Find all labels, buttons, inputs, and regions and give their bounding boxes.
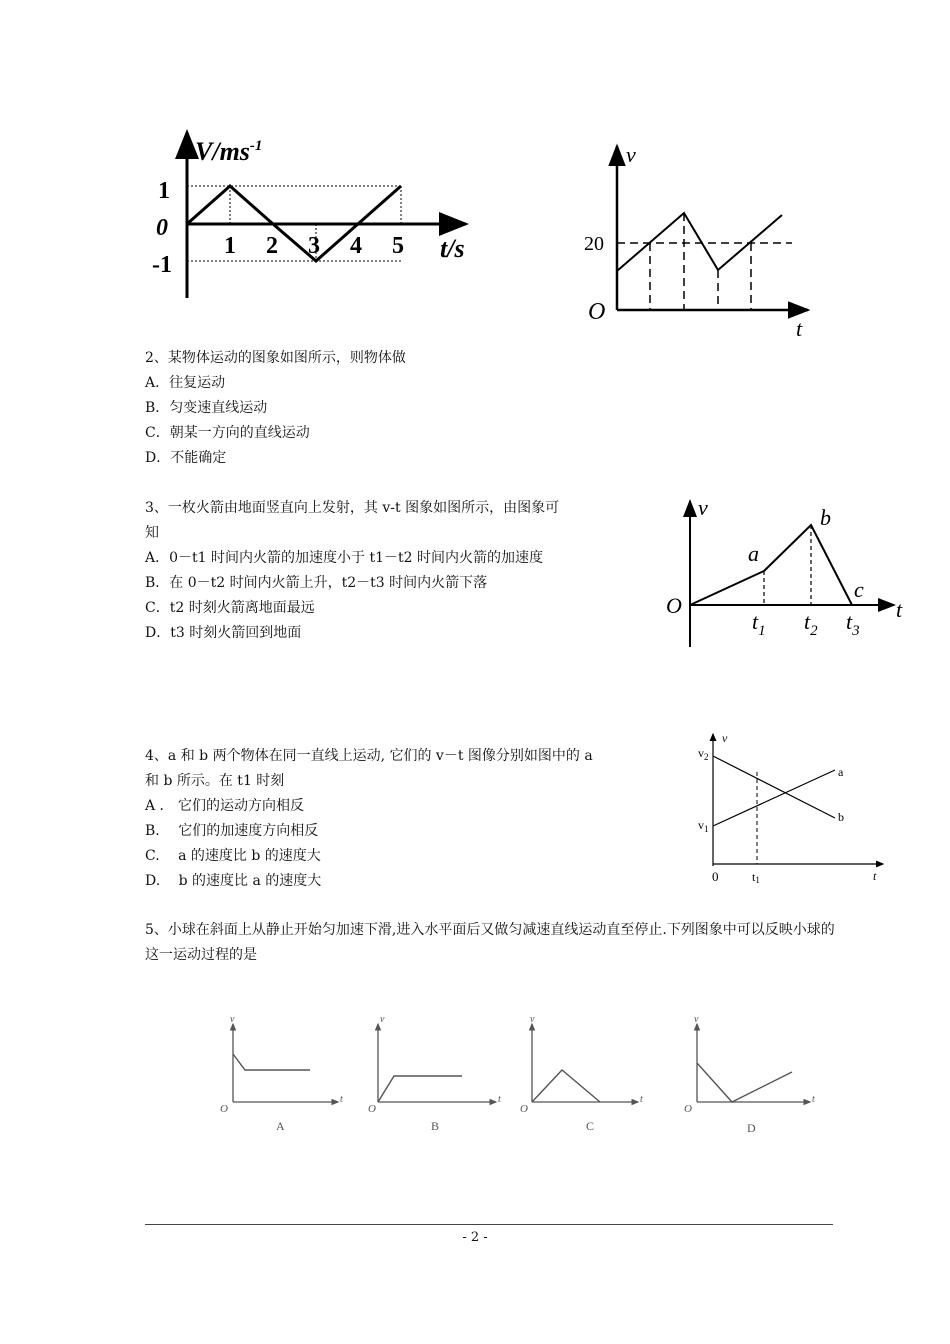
v2-label: $v_2$ <box>698 746 709 762</box>
y-axis-label: v <box>698 495 708 520</box>
line-b-label: b <box>838 810 844 824</box>
option-label-c: C <box>586 1119 595 1133</box>
y-tick-neg1: -1 <box>152 252 172 278</box>
svg-text:v: v <box>530 1014 535 1025</box>
question-5 <box>145 918 835 968</box>
svg-text:O: O <box>684 1103 692 1115</box>
svg-text:t: t <box>640 1094 643 1105</box>
t3-label: $t_3$ <box>846 609 860 639</box>
svg-text:t: t <box>340 1094 343 1105</box>
x-tick-1: 1 <box>224 233 236 259</box>
svg-text:t: t <box>812 1094 815 1105</box>
figure-4-ab-vt-graph <box>690 728 890 888</box>
question-5-stem: 5、小球在斜面上从静止开始匀加速下滑,进入水平面后又做匀减速直线运动直至停止.下列图象中可以反映小球的这一运动过程的是 <box>145 922 835 963</box>
question-4 <box>145 744 593 894</box>
figure-5-option-graphs <box>210 1010 830 1140</box>
x-tick-3: 3 <box>308 233 320 259</box>
svg-text:v: v <box>694 1014 699 1025</box>
y-axis-label: $V/ms^{-1}$ <box>195 137 263 166</box>
question-2-option-d: D．不能确定 <box>145 450 227 466</box>
y-axis-label: v <box>626 142 636 167</box>
question-2-option-c: C．朝某一方向的直线运动 <box>145 425 310 441</box>
t2-label: $t_2$ <box>804 609 818 639</box>
option-label-a: A <box>276 1119 285 1133</box>
x-axis-label: t <box>873 869 877 883</box>
option-label-d: D <box>747 1121 756 1135</box>
option-graph-b <box>368 1014 501 1133</box>
line-a-label: a <box>838 765 844 779</box>
y-axis-label: v <box>722 731 728 745</box>
question-3-option-a: A．0－t1 时间内火箭的加速度小于 t1－t2 时间内火箭的加速度 <box>145 550 543 566</box>
svg-text:O: O <box>368 1103 376 1115</box>
line-b <box>713 756 835 818</box>
origin-label: O <box>588 299 606 325</box>
option-label-b: B <box>431 1119 440 1133</box>
origin-label: O <box>666 593 682 618</box>
ref-value-label: 20 <box>584 233 604 255</box>
question-2-option-a: A．往复运动 <box>145 375 226 391</box>
figure-3-rocket-vt-graph <box>662 495 912 650</box>
x-tick-4: 4 <box>350 233 362 259</box>
question-2-option-b: B．匀变速直线运动 <box>145 400 268 416</box>
x-axis-label: t <box>896 597 903 622</box>
question-2 <box>145 346 406 471</box>
option-graph-c <box>520 1014 643 1133</box>
option-graph-d <box>684 1014 815 1135</box>
point-a-label: a <box>748 541 759 566</box>
footer-divider <box>145 1224 833 1225</box>
question-4-option-b: B. 它们的加速度方向相反 <box>145 823 319 839</box>
velocity-line <box>617 213 782 271</box>
question-4-stem-line1: 4、a 和 b 两个物体在同一直线上运动, 它们的 v－t 图像分别如图中的 a <box>145 748 593 764</box>
y-tick-0: 0 <box>156 215 168 241</box>
svg-text:v: v <box>230 1014 235 1025</box>
point-b-label: b <box>820 505 831 530</box>
point-c-label: c <box>854 577 864 602</box>
question-3-option-b: B．在 0－t2 时间内火箭上升，t2－t3 时间内火箭下落 <box>145 575 488 591</box>
question-4-stem-line2: 和 b 所示。在 t1 时刻 <box>145 773 285 789</box>
line-a <box>713 770 835 826</box>
question-4-option-c: C. a 的速度比 b 的速度大 <box>145 848 321 864</box>
option-a-curve <box>233 1054 310 1070</box>
x-axis-label: t/s <box>440 234 465 263</box>
x-tick-5: 5 <box>392 233 404 259</box>
question-3 <box>145 496 559 646</box>
svg-text:O: O <box>220 1103 228 1115</box>
question-2-stem: 2、某物体运动的图象如图所示，则物体做 <box>145 350 406 366</box>
option-d-curve <box>697 1063 792 1102</box>
origin-label: 0 <box>712 869 719 884</box>
question-3-stem-line1: 3、一枚火箭由地面竖直向上发射，其 v-t 图象如图所示，由图象可 <box>145 500 560 516</box>
v1-label: $v_1$ <box>698 818 709 834</box>
option-c-curve <box>532 1070 600 1102</box>
question-3-option-d: D．t3 时刻火箭回到地面 <box>145 625 302 641</box>
velocity-line <box>690 525 852 605</box>
question-4-option-d: D. b 的速度比 a 的速度大 <box>145 873 322 889</box>
t1-label: t1 <box>752 870 760 885</box>
question-3-stem-line2: 知 <box>145 525 159 541</box>
question-4-option-a: A ． 它们的运动方向相反 <box>145 798 305 814</box>
figure-1-vt-graph <box>140 120 485 305</box>
option-graph-a <box>220 1014 343 1133</box>
y-tick-1: 1 <box>158 178 170 204</box>
figure-2-vt-graph <box>582 138 832 343</box>
x-axis-label: t <box>796 316 803 341</box>
page-number: - 2 - <box>462 1230 488 1245</box>
svg-text:v: v <box>380 1014 385 1025</box>
svg-text:O: O <box>520 1103 528 1115</box>
option-b-curve <box>378 1076 462 1102</box>
t1-label: $t_1$ <box>752 609 766 639</box>
x-tick-2: 2 <box>266 233 278 259</box>
question-3-option-c: C．t2 时刻火箭离地面最远 <box>145 600 315 616</box>
svg-text:t: t <box>498 1094 501 1105</box>
